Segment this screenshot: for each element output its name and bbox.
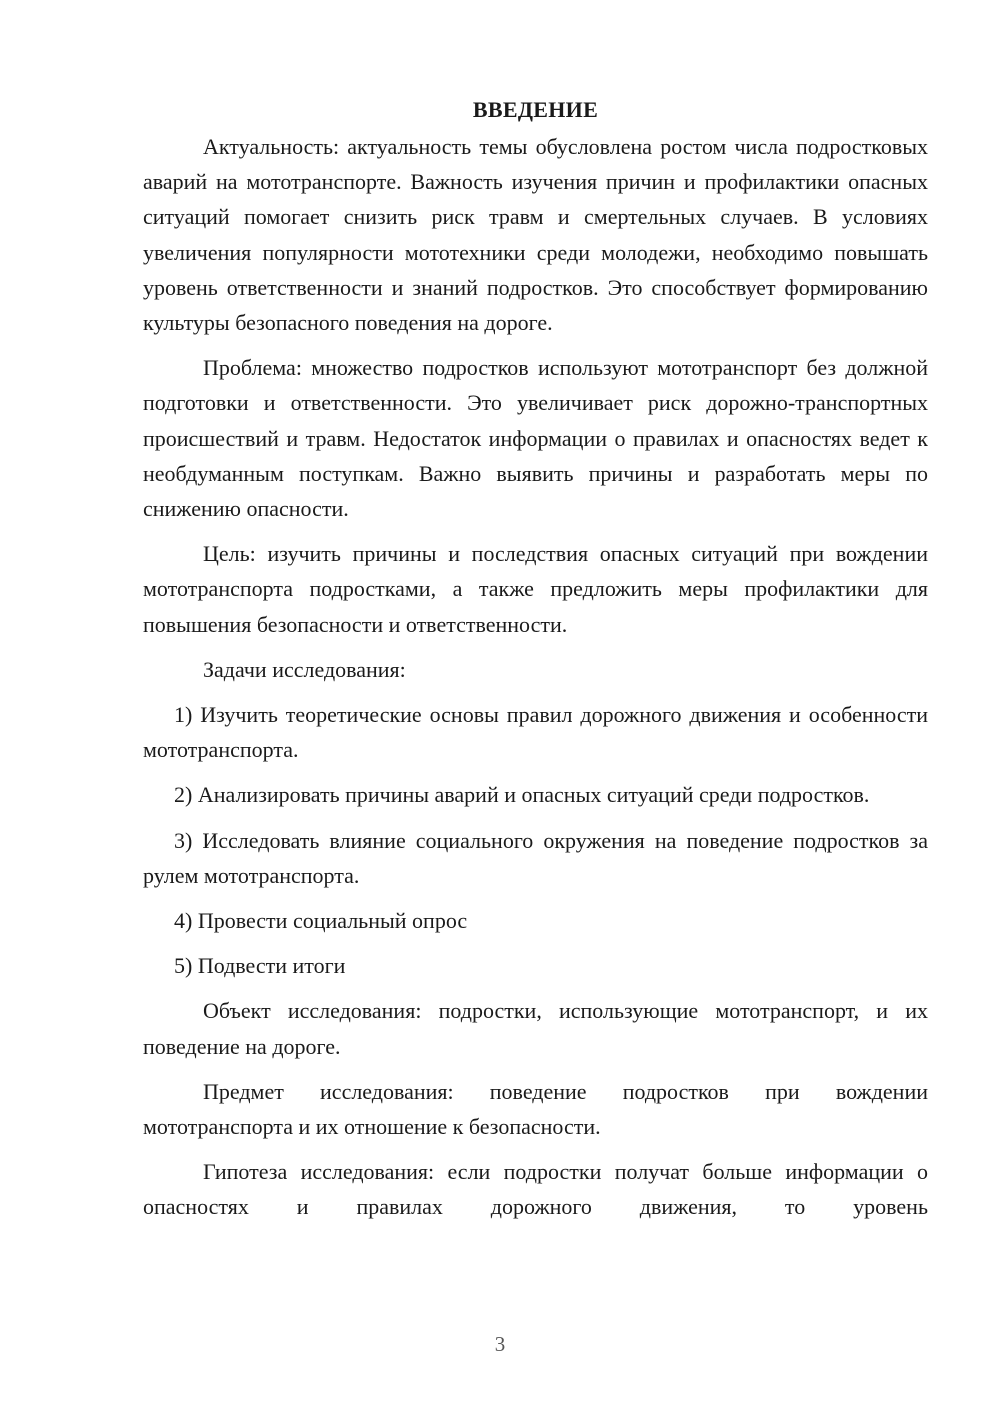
subject-paragraph: Предмет исследования: поведение подростков при вождении мототранспорта и их отношение к безопасности.: [143, 1078, 928, 1140]
task-item-5: 5) Подвести итоги: [174, 953, 346, 979]
task-item-2: 2) Анализировать причины аварий и опасных ситуаций среди подростков.: [174, 782, 870, 808]
document-page: [143, 92, 928, 1235]
problem-paragraph: Проблема: множество подростков используют мототранспорт без должной подготовки и ответственности. Это увеличивает риск дорожно-транспортных происшествий и травм. Недостаток информации о правилах и опасностях ведет к необдуманным поступкам. Важно выявить причины и разработать меры по снижению опасности.: [143, 355, 928, 522]
task-item-4: 4) Провести социальный опрос: [174, 908, 468, 934]
object-paragraph: Объект исследования: подростки, использующие мототранспорт, и их поведение на дороге.: [143, 998, 928, 1059]
hypothesis-paragraph: Гипотеза исследования: если подростки получат больше информации о опасностях и правилах дорожного движения, то уровень: [143, 1159, 928, 1220]
goal-paragraph: Цель: изучить причины и последствия опасных ситуаций при вождении мототранспорта подростками, а также предложить меры профилактики для повышения безопасности и ответственности.: [143, 541, 928, 637]
section-title: ВВЕДЕНИЕ: [472, 97, 599, 122]
relevance-paragraph: Актуальность: актуальность темы обусловлена ростом числа подростковых аварий на мототранспорте. Важность изучения причин и профилактики опасных ситуаций помогает снизить риск травм и смертельных случаев. В условиях увеличения популярности мототехники среди молодежи, необходимо повышать уровень ответственности и знаний подростков. Это способствует формированию культуры безопасного поведения на дороге.: [143, 134, 928, 336]
task-item-1: 1) Изучить теоретические основы правил дорожного движения и особенности мототранспорта.: [143, 702, 928, 763]
page-number: 3: [494, 1332, 506, 1356]
task-item-3: 3) Исследовать влияние социального окружения на поведение подростков за рулем мототранспорта.: [143, 827, 928, 888]
tasks-heading: Задачи исследования:: [203, 656, 406, 682]
